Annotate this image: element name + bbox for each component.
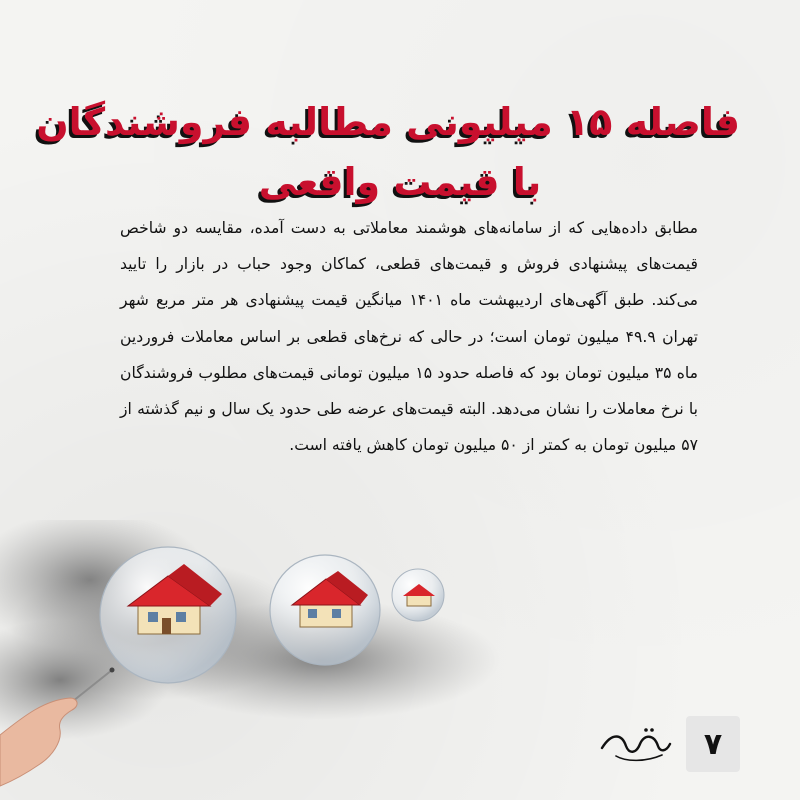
house-bubble-icon	[100, 547, 236, 683]
article-title	[36, 92, 740, 212]
page-number: ۷	[686, 716, 740, 772]
house-bubble-icon	[270, 555, 380, 665]
article-body: مطابق داده‌هایی که از سامانه‌های هوشمند معاملاتی به دست آمده، مقایسه دو شاخص قیمت‌های پیشنهادی فروش و قیمت‌های قطعی، کماکان وجود حباب در بازار را تایید می‌کند. طبق آگهی‌های اردیبهشت ماه ۱۴۰۱ میانگین قیمت پیشنهادی هر متر مربع شهر تهران ۴۹.۹ میلیون تومان است؛ در حالی که نرخ‌های قطعی بر اساس معاملات فروردین ماه ۳۵ میلیون تومان بود که فاصله حدود ۱۵ میلیون تومانی قیمت‌های مطلوب فروشندگان با نرخ معاملات را نشان می‌دهد. البته قیمت‌های عرضه طی حدود یک سال و نیم گذشته از ۵۷ میلیون تومان به کمتر از ۵۰ میلیون تومان کاهش یافته است.	[120, 219, 699, 455]
title-line-2: با قیمت واقعی	[258, 160, 542, 204]
house-bubble-icon	[392, 569, 444, 621]
mashregh-logo-icon	[596, 722, 676, 768]
bubble-illustration	[0, 520, 500, 800]
title-line-1: فاصله ۱۵ میلیونی مطالبه فروشندگان	[36, 100, 740, 144]
page-footer	[580, 716, 740, 772]
